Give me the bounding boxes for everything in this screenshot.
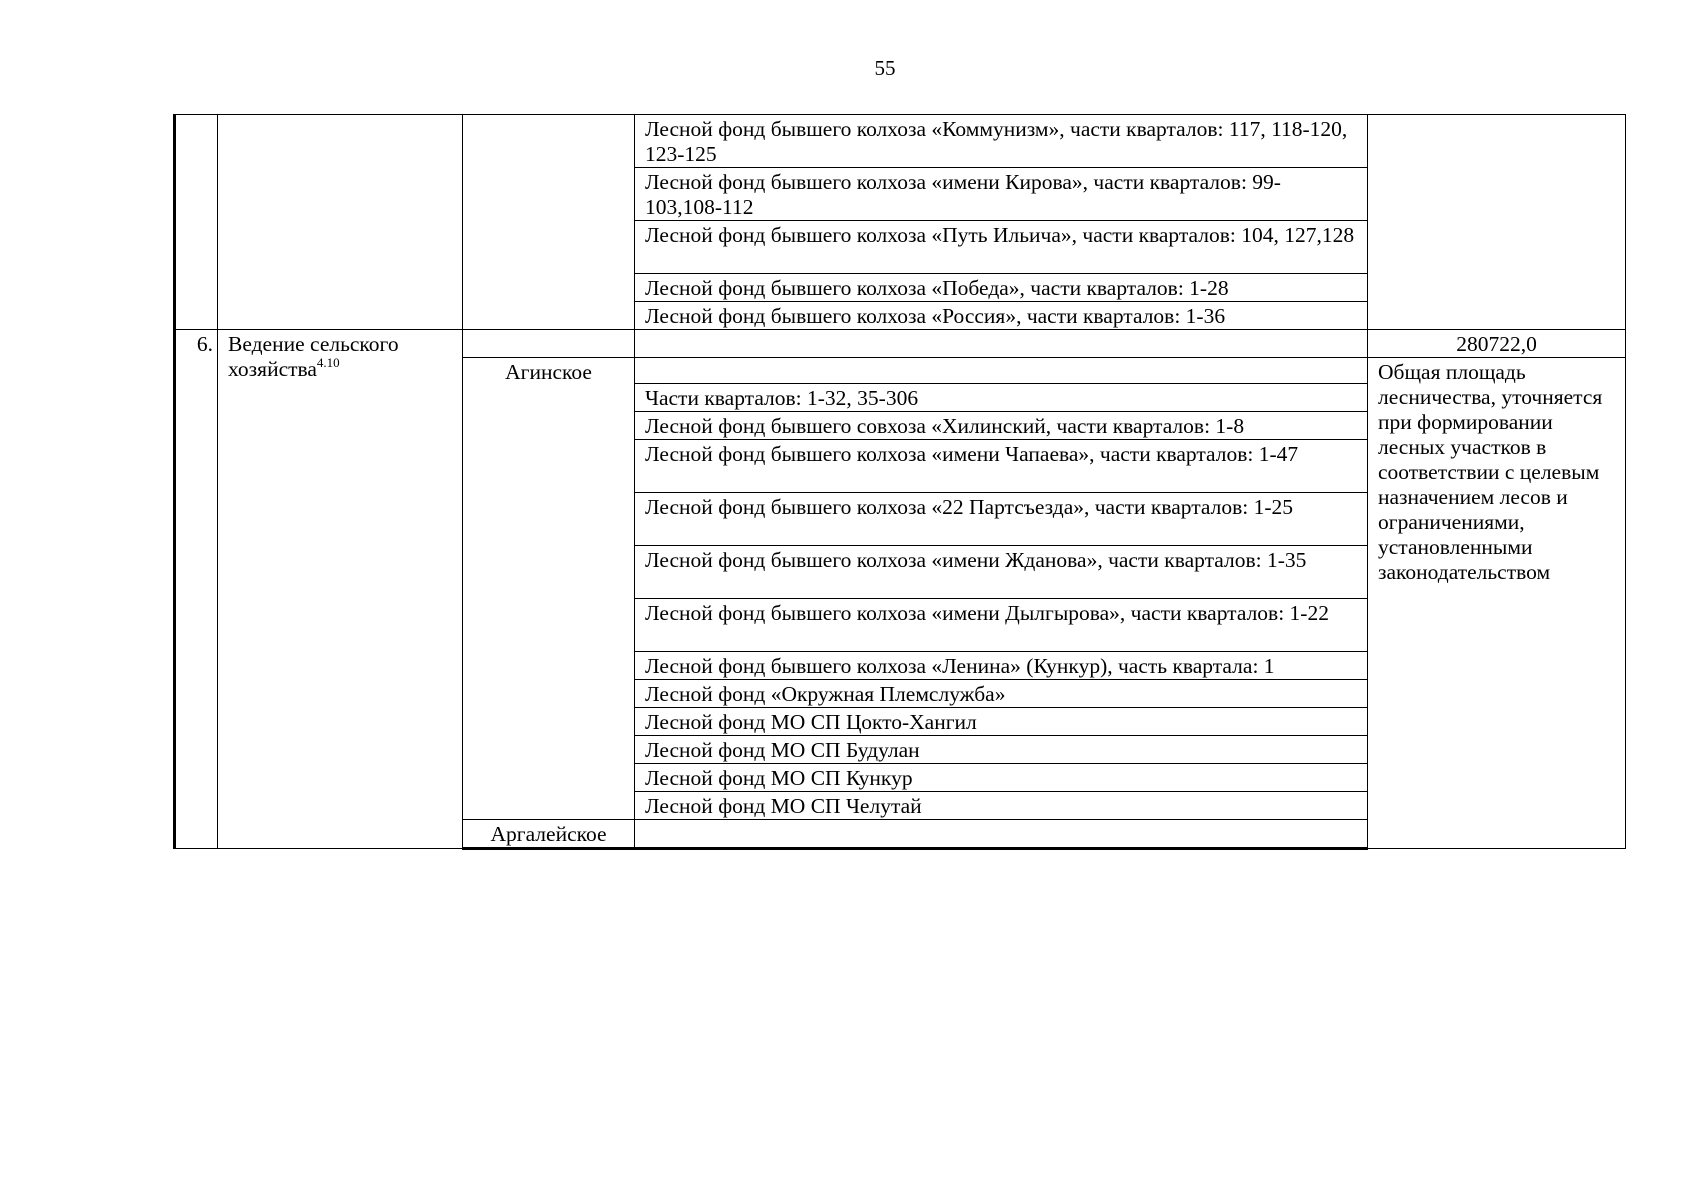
purpose-text: Ведение сельского хозяйства: [228, 332, 399, 381]
quarters-cell: Лесной фонд бывшего колхоза «имени Дылгырова», части кварталов: 1-22: [635, 599, 1368, 652]
forestry-cell-empty: [463, 115, 635, 330]
quarters-cell: Лесной фонд МО СП Будулан: [635, 736, 1368, 764]
purpose-cell: [218, 330, 463, 849]
quarters-cell: Лесной фонд бывшего колхоза «Коммунизм», части кварталов: 117, 118-120, 123-125: [635, 115, 1368, 168]
quarters-cell: Лесной фонд бывшего колхоза «22 Партсъезда», части кварталов: 1-25: [635, 493, 1368, 546]
page-number: 55: [874, 56, 896, 80]
quarters-cell: Лесной фонд МО СП Челутай: [635, 792, 1368, 820]
row-number-cell-empty: [175, 115, 218, 330]
quarters-cell: Лесной фонд бывшего колхоза «Путь Ильича», части кварталов: 104, 127,128: [635, 221, 1368, 274]
quarters-cell: Лесной фонд бывшего колхоза «имени Чапаева», части кварталов: 1-47: [635, 440, 1368, 493]
row-number-cell: 6.: [175, 330, 218, 849]
quarters-cell: Лесной фонд «Окружная Племслужба»: [635, 680, 1368, 708]
quarters-cell: Лесной фонд бывшего колхоза «имени Кирова», части кварталов: 99-103,108-112: [635, 168, 1368, 221]
footnote-ref: 4.10: [316, 355, 340, 370]
quarters-cell-empty: [635, 330, 1368, 358]
quarters-cell: Лесной фонд бывшего колхоза «Россия», части кварталов: 1-36: [635, 302, 1368, 330]
quarters-cell: Лесной фонд бывшего совхоза «Хилинский, части кварталов: 1-8: [635, 412, 1368, 440]
table-row: [175, 115, 1626, 168]
quarters-cell: Лесной фонд МО СП Кункур: [635, 764, 1368, 792]
forest-zoning-table: [173, 114, 1626, 850]
quarters-cell-empty: [635, 820, 1368, 849]
quarters-cell-empty: [635, 358, 1368, 384]
purpose-cell-empty: [218, 115, 463, 330]
quarters-cell: Лесной фонд бывшего колхоза «имени Жданова», части кварталов: 1-35: [635, 546, 1368, 599]
quarters-cell: Лесной фонд МО СП Цокто-Хангил: [635, 708, 1368, 736]
table-row: [175, 330, 1626, 358]
quarters-cell: Лесной фонд бывшего колхоза «Победа», части кварталов: 1-28: [635, 274, 1368, 302]
quarters-cell: Лесной фонд бывшего колхоза «Ленина» (Кункур), часть квартала: 1: [635, 652, 1368, 680]
forestry-cell: Агинское: [463, 358, 635, 820]
remark-cell-empty: [1368, 115, 1626, 330]
remark-cell: Общая площадь лесничества, уточняется при формировании лесных участков в соответствии с целевым назначением лесов и ограничениями, установленными законодательством: [1368, 358, 1626, 849]
quarters-cell: Части кварталов: 1-32, 35-306: [635, 384, 1368, 412]
forestry-cell: Аргалейское: [463, 820, 635, 849]
total-area-cell: 280722,0: [1368, 330, 1626, 358]
forestry-cell-empty: [463, 330, 635, 358]
